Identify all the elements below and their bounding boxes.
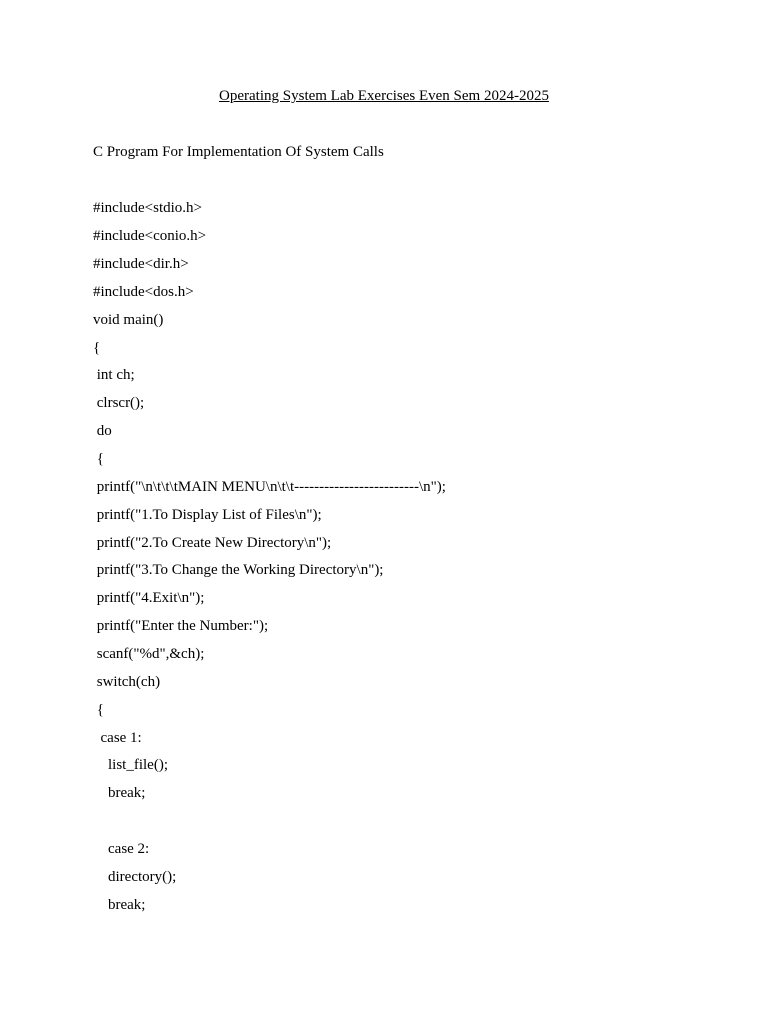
code-line: void main(): [93, 312, 164, 328]
code-line: {: [93, 340, 101, 356]
code-line: {: [93, 702, 104, 718]
document-title: Operating System Lab Exercises Even Sem 2024-2025: [219, 88, 549, 104]
code-line: printf("4.Exit\n");: [93, 590, 205, 606]
code-line: #include<conio.h>: [93, 228, 207, 244]
code-line: clrscr();: [93, 395, 145, 411]
code-line: #include<stdio.h>: [93, 200, 202, 216]
code-line: printf("1.To Display List of Files\n");: [93, 507, 322, 523]
code-line: scanf("%d",&ch);: [93, 646, 205, 662]
code-line: case 2:: [93, 841, 150, 857]
code-line: printf("3.To Change the Working Directory\n");: [93, 562, 384, 578]
code-line: printf("\n\t\t\tMAIN MENU\n\t\t-------------------------\n");: [93, 479, 446, 495]
code-line: switch(ch): [93, 674, 161, 690]
code-line: list_file();: [93, 757, 168, 773]
program-heading: C Program For Implementation Of System Calls: [93, 144, 384, 160]
code-line: do: [93, 423, 112, 439]
code-line: printf("Enter the Number:");: [93, 618, 269, 634]
code-line: printf("2.To Create New Directory\n");: [93, 535, 332, 551]
code-line: break;: [93, 785, 146, 801]
code-line: break;: [93, 897, 146, 913]
code-line: case 1:: [93, 730, 142, 746]
code-line: directory();: [93, 869, 177, 885]
code-line: #include<dir.h>: [93, 256, 189, 272]
code-line: {: [93, 451, 104, 467]
code-line: #include<dos.h>: [93, 284, 194, 300]
code-line: int ch;: [93, 367, 135, 383]
